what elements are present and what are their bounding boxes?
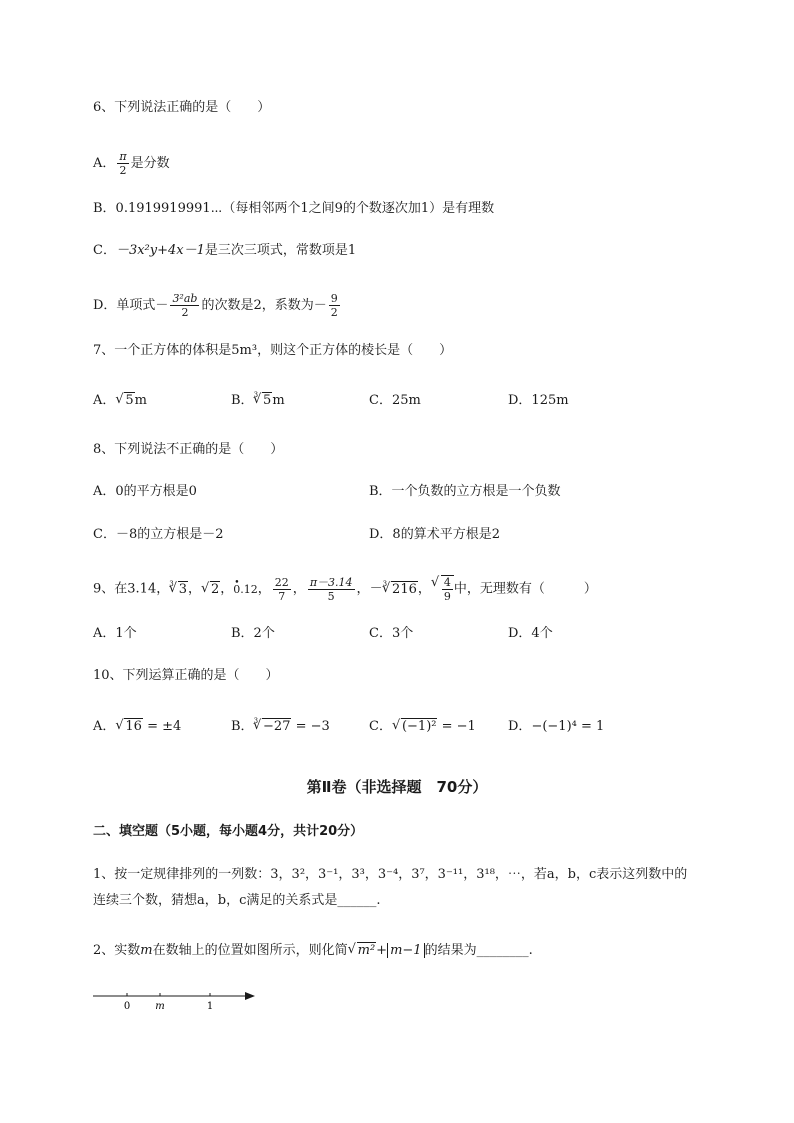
q10-c-radical (392, 718, 438, 736)
q9-option-c: C．3个 (369, 626, 414, 641)
q7-stem: 7、一个正方体的体积是5m³，则这个正方体的棱长是（ ） (93, 343, 453, 358)
q10-c-radicand: (−1)² (401, 719, 437, 734)
q9-sep-4: ， (292, 581, 306, 597)
q10-b-index: 3 (253, 717, 259, 725)
q7-b-index: 3 (253, 391, 259, 399)
q6-a-fraction-num: π (119, 150, 127, 163)
q9-sep-6: ， (417, 581, 431, 597)
q9-sqfrac-den: 9 (443, 590, 451, 603)
q8-option-c: C．－8的立方根是－2 (93, 527, 224, 542)
q6-d-text: 的次数是2，系数为－ (201, 298, 327, 313)
q9-cbrt3-radicand: 3 (178, 581, 187, 597)
fill2-mid: 在数轴上的位置如图所示，则化简 (152, 943, 348, 958)
q9-sep-5: ， (356, 581, 370, 597)
q9-cbrt216-radicand: 216 (392, 581, 417, 597)
q9-cbrt3-index: 3 (169, 579, 174, 588)
q9-option-d: D．4个 (508, 626, 553, 641)
label-m: m (155, 1001, 165, 1012)
q9-stem-end: 中，无理数有（ ） (453, 581, 597, 597)
q6-option-b: B．0.1919919991⋯（每相邻两个1之间9的个数逐次加1）是有理数 (93, 201, 495, 216)
q9-stem-start: 9、在3.14， (93, 581, 170, 597)
q9-sqrt-frac (431, 575, 454, 603)
q9-cbrt216 (382, 581, 418, 599)
q9-cbrt3 (169, 581, 188, 599)
fill2-sqrt-radicand: m² (357, 943, 376, 958)
q9-frac1-den: 7 (278, 589, 286, 603)
q10-a-label: A． (93, 719, 116, 734)
q9-neg: － (369, 581, 383, 597)
q10-d-expr: −(−1)⁴ = 1 (531, 719, 605, 734)
q9-option-b: B．2个 (231, 626, 275, 641)
q9-sqrt2 (201, 581, 220, 599)
q6-a-text: 是分数 (130, 156, 170, 171)
q10-option-d (508, 718, 604, 736)
q7-a-unit: m (134, 393, 147, 408)
q9-frac-pi (308, 576, 355, 603)
q10-b-radical (253, 718, 291, 736)
q6-a-fraction (117, 150, 128, 177)
q10-d-label: D． (508, 719, 532, 734)
q6-option-a (93, 150, 170, 177)
q10-a-radicand: 16 (125, 719, 142, 734)
q10-b-label: B． (231, 719, 254, 734)
q10-a-rhs: = ±4 (147, 719, 182, 734)
q6-a-label: A． (93, 156, 116, 171)
number-line (88, 985, 263, 1015)
q7-a-label: A． (93, 393, 116, 408)
q10-option-b (231, 718, 330, 736)
q9-frac-22-7 (273, 576, 291, 603)
q10-b-rhs: = −3 (295, 719, 330, 734)
q9-stem (93, 575, 597, 603)
fill2-end: 的结果为________. (424, 943, 533, 958)
q7-b-unit: m (272, 393, 285, 408)
q8-option-a: A．0的平方根是0 (93, 484, 197, 499)
q6-d-label: D．单项式－ (93, 298, 169, 313)
q8-option-d: D．8的算术平方根是2 (369, 527, 500, 542)
q7-a-radicand: 5 (125, 393, 134, 408)
q7-a-radical (115, 392, 134, 410)
q6-d-coef (329, 292, 340, 319)
part2-title: 二、填空题（5小题，每小题4分，共计20分） (93, 824, 364, 839)
q7-option-d: D．125m (508, 393, 569, 408)
q6-option-d (93, 292, 342, 319)
q6-a-fraction-den: 2 (119, 164, 127, 177)
q10-stem: 10、下列运算正确的是（ ） (93, 668, 279, 683)
fill2-start: 2、实数 (93, 943, 141, 958)
q9-sep-2: ， (220, 581, 234, 597)
q6-option-c (93, 242, 356, 260)
fill2-var: m (140, 943, 153, 958)
label-one: 1 (206, 1001, 214, 1012)
q6-c-text: 是三次三项式，常数项是1 (204, 243, 357, 258)
q7-option-b (231, 392, 285, 410)
q9-sqfrac-num: √ 4 (443, 576, 451, 589)
q10-c-rhs: = −1 (441, 719, 476, 734)
q7-b-radicand: 5 (263, 393, 272, 408)
q10-option-c (369, 718, 476, 736)
q6-c-expr: －3x²y+4x－1 (115, 243, 205, 258)
q7-b-label: B． (231, 393, 254, 408)
q9-cbrt216-index: 3 (382, 579, 388, 588)
number-line-arrow (245, 992, 255, 1000)
q10-option-a (93, 718, 181, 736)
fill2-abs: m−1 (387, 943, 425, 958)
q9-frac1-num: 22 (274, 575, 289, 589)
q10-c-label: C． (369, 719, 392, 734)
q7-option-c: C．25m (369, 393, 421, 408)
q9-frac2-den: 5 (327, 589, 335, 603)
q6-d-coef-num: 9 (330, 292, 338, 305)
q7-b-radical (253, 392, 272, 410)
q6-d-fraction-den: 2 (181, 306, 189, 319)
q6-c-label: C． (93, 243, 116, 258)
fill2-sqrt (348, 942, 377, 960)
q6-stem: 6、下列说法正确的是（ ） (93, 100, 271, 115)
q9-repeating-decimal: 0.12 • (233, 583, 258, 596)
q7-option-a (93, 392, 147, 410)
q10-a-radical (115, 718, 143, 736)
q9-sqrt2-radicand: 2 (210, 581, 220, 597)
section-title: 第Ⅱ卷（非选择题 70分） (306, 778, 488, 796)
q6-d-coef-den: 2 (330, 306, 338, 319)
q8-option-b: B．一个负数的立方根是一个负数 (369, 484, 561, 499)
fill2-stem (93, 942, 533, 960)
q9-option-a: A．1个 (93, 626, 137, 641)
q9-frac2-num: π－3.14 (309, 575, 353, 589)
fill1-line2: 连续三个数，猜想a，b，c满足的关系式是______. (93, 893, 381, 908)
q6-d-fraction (170, 292, 199, 319)
label-zero: 0 (123, 1001, 131, 1012)
fill2-plus: + (376, 943, 388, 958)
q6-d-fraction-num: 3²ab (172, 292, 198, 305)
fill1-line1: 1、按一定规律排列的一列数：3，3²，3⁻¹，3³，3⁻⁴，3⁷，3⁻¹¹，3¹⁸，⋯，若a，b，c表示这列数中的 (93, 867, 688, 882)
q9-sep-1: ， (187, 581, 201, 597)
q9-sep-3: ， (257, 581, 271, 597)
q8-stem: 8、下列说法不正确的是（ ） (93, 442, 284, 457)
q10-b-radicand: −27 (263, 719, 291, 734)
